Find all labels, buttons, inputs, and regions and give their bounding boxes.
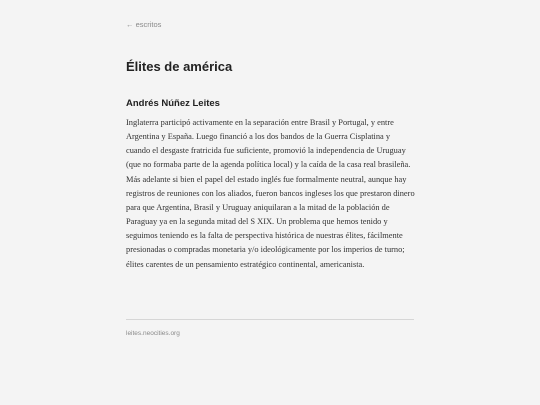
author-name: Andrés Núñez Leites	[126, 98, 220, 109]
footer-divider	[126, 319, 414, 320]
article-body: Inglaterra participó activamente en la separación entre Brasil y Portugal, y entre Argentina y España. Luego financió a los dos bandos de la Guerra Cisplatina y cuando el desgaste fratricida fue suficiente, promovió la independencia de Uruguay (que no formaba parte de la agenda política local) y la caída de la casa real brasileña. Más adelante si bien el papel del estado inglés fue formalmente neutral, aunque hay registros de reuniones con los aliados, fueron bancos ingleses los que prestaron dinero para que Argentina, Brasil y Uruguay aniquilaran a la mitad de la población de Paraguay ya en la segunda mitad del S XIX. Un problema que hemos tenido y seguimos teniendo es la falta de perspectiva histórica de nuestras élites, fácilmente presionadas o compradas monetaria y/o ideológicamente por los imperios de turno; élites carentes de un pensamiento estratégico continental, americanista.	[126, 118, 415, 269]
back-link[interactable]: ← escritos	[126, 20, 162, 29]
page-title: Élites de américa	[126, 59, 233, 74]
footer-site: leites.neocities.org	[126, 330, 180, 337]
